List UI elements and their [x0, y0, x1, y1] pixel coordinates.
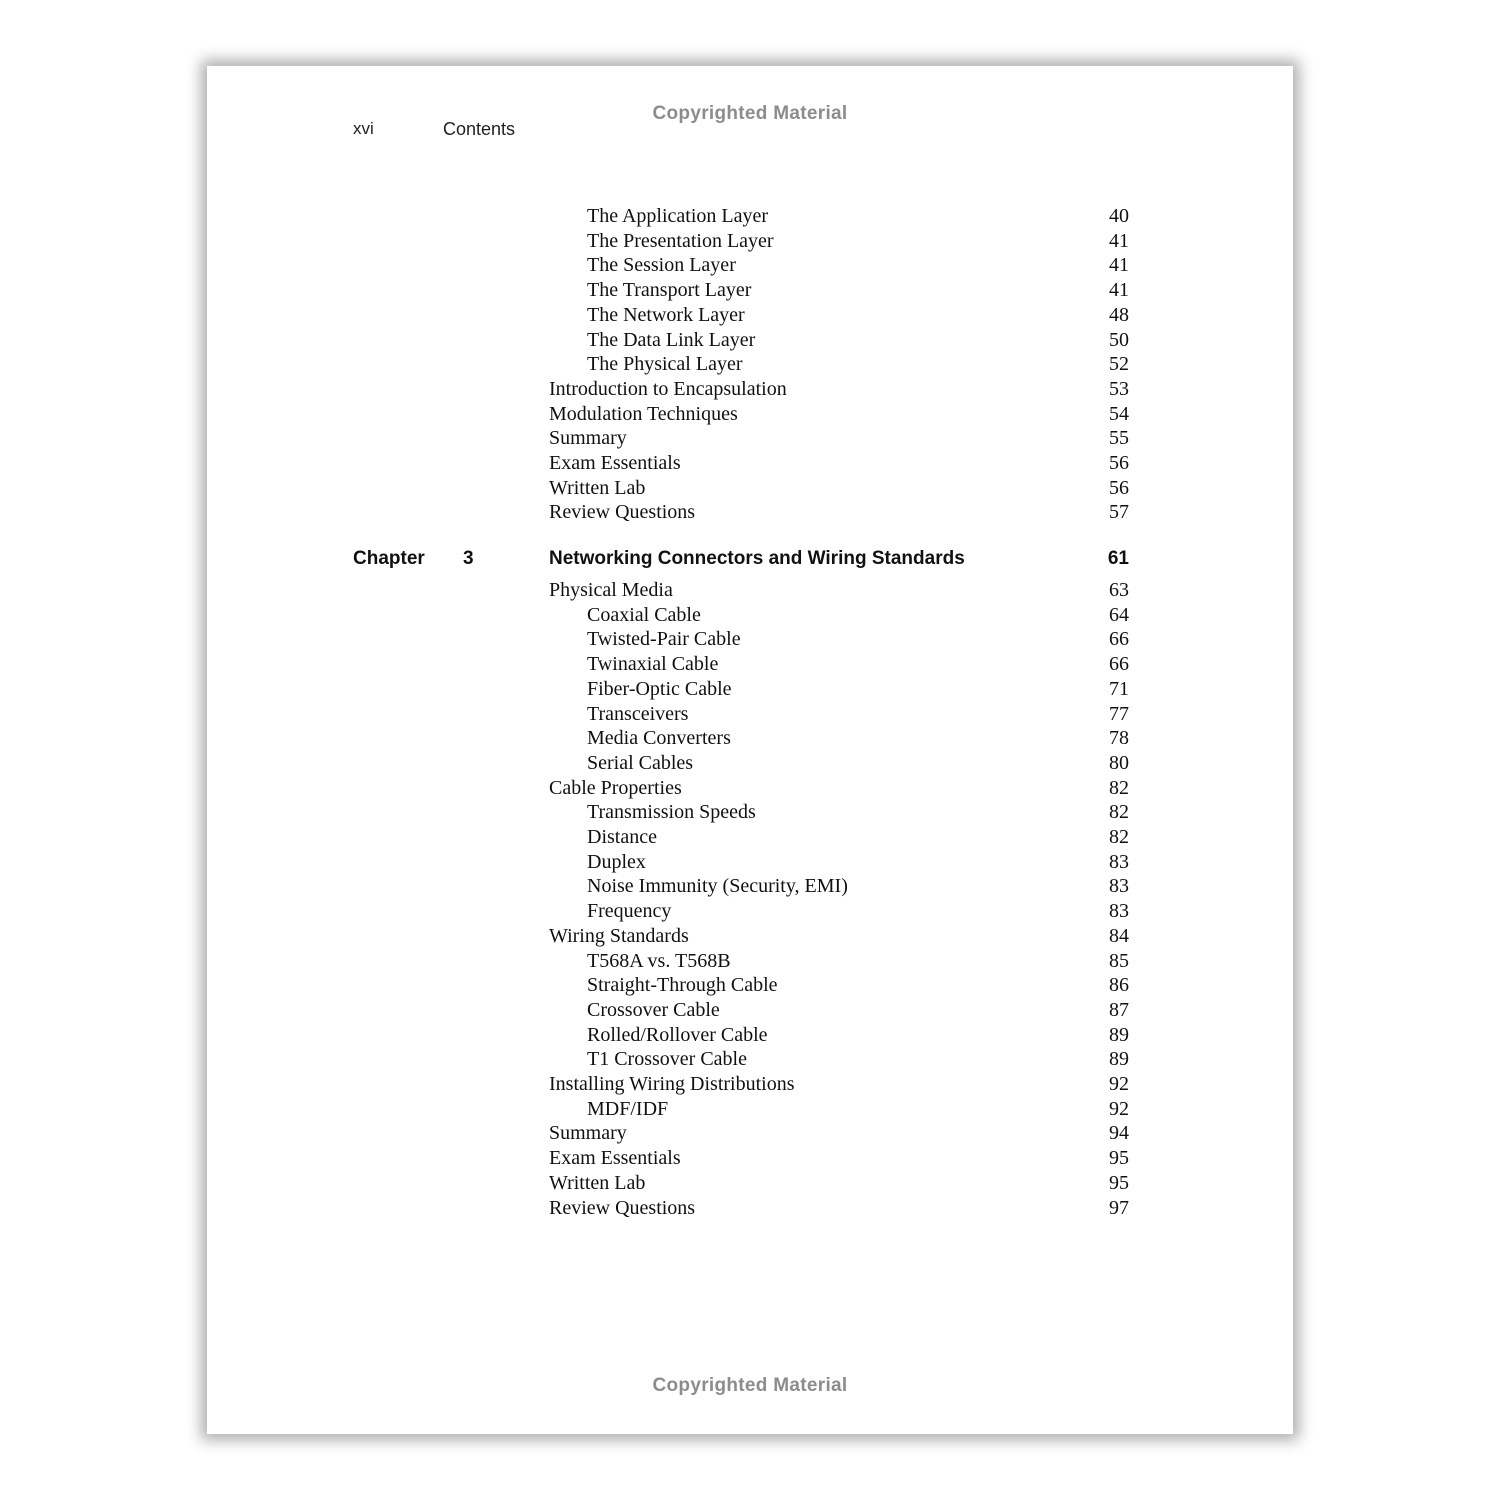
toc-entry-page-number: 52: [1109, 353, 1129, 376]
toc-entry: [207, 1097, 1293, 1122]
toc-entry-title: The Network Layer: [587, 303, 745, 326]
toc-entry-page-number: 95: [1109, 1147, 1129, 1170]
toc-entry-page-number: 80: [1109, 751, 1129, 774]
toc-entry-title: Serial Cables: [587, 751, 694, 774]
toc-entry: [207, 850, 1293, 875]
toc-entry-page-number: 56: [1109, 476, 1129, 499]
toc-entry-title: Media Converters: [587, 727, 731, 750]
toc-entry: [207, 402, 1293, 427]
toc-entry-page-number: 66: [1109, 653, 1129, 676]
toc-entry-page-number: 83: [1109, 850, 1129, 873]
toc-entry-page-number: 57: [1109, 501, 1129, 524]
toc-entry-page-number: 48: [1109, 303, 1129, 326]
toc-entry-title: Summary: [549, 427, 627, 450]
toc-entry: [207, 253, 1293, 278]
toc-entry: [207, 677, 1293, 702]
toc-entry: [207, 1023, 1293, 1048]
toc-entry-title: Straight-Through Cable: [587, 974, 778, 997]
toc-entry-title: Exam Essentials: [549, 452, 681, 474]
toc-entry-page-number: 50: [1109, 328, 1129, 351]
toc-entry: [207, 726, 1293, 751]
toc-entry: [207, 1072, 1293, 1097]
toc-entry-page-number: 82: [1109, 801, 1129, 824]
toc-entry: [207, 377, 1293, 402]
toc-entry-title: The Transport Layer: [587, 279, 752, 302]
toc-entry-page-number: 56: [1109, 452, 1129, 474]
toc-entry: [207, 603, 1293, 628]
toc-entry-page-number: 89: [1109, 1023, 1129, 1046]
table-of-contents: [207, 66, 1293, 1434]
toc-entry: [207, 500, 1293, 525]
toc-entry: [207, 949, 1293, 974]
toc-entry-page-number: 85: [1109, 949, 1129, 972]
copyright-watermark-bottom: Copyrighted Material: [652, 1375, 848, 1396]
toc-entry-title: T1 Crossover Cable: [587, 1048, 747, 1071]
toc-entry: [207, 229, 1293, 254]
toc-entry-page-number: 54: [1109, 402, 1129, 425]
toc-entry-title: Noise Immunity (Security, EMI): [587, 875, 848, 898]
toc-entry: [207, 204, 1293, 229]
toc-entry-page-number: 64: [1109, 603, 1129, 626]
toc-entry-title: Transmission Speeds: [587, 801, 756, 824]
toc-entry-page-number: 82: [1109, 826, 1129, 848]
toc-entry-title: Written Lab: [549, 476, 646, 499]
toc-entry: [207, 426, 1293, 451]
toc-entry-page-number: 55: [1109, 427, 1129, 450]
toc-entry-title: Summary: [549, 1122, 627, 1145]
toc-entry-title: The Session Layer: [587, 254, 736, 277]
copyright-watermark-top: Copyrighted Material: [652, 103, 848, 124]
toc-entry-page-number: 41: [1109, 279, 1129, 302]
toc-entry-page-number: 82: [1109, 776, 1129, 799]
toc-entry: [207, 578, 1293, 603]
toc-entry-title: Wiring Standards: [549, 924, 689, 947]
toc-entry-title: Cable Properties: [549, 776, 682, 799]
toc-entry-title: Coaxial Cable: [587, 603, 701, 626]
toc-entry: [207, 1196, 1293, 1221]
toc-entry-page-number: 41: [1109, 254, 1129, 277]
chapter-title: Networking Connectors and Wiring Standards: [549, 548, 965, 569]
toc-entry: [207, 476, 1293, 501]
toc-entry: [207, 1047, 1293, 1072]
chapter-number: 3: [463, 548, 474, 569]
toc-entry-page-number: 78: [1109, 727, 1129, 750]
toc-entry-page-number: 84: [1109, 924, 1129, 947]
toc-entry-title: Installing Wiring Distributions: [549, 1073, 795, 1095]
toc-entry: [207, 776, 1293, 801]
toc-entry: [207, 278, 1293, 303]
toc-entry: [207, 1121, 1293, 1146]
toc-entry: [207, 303, 1293, 328]
toc-entry: [207, 1171, 1293, 1196]
toc-entry-page-number: 83: [1109, 900, 1129, 923]
toc-entry: [207, 652, 1293, 677]
toc-entry: [207, 751, 1293, 776]
toc-entry: [207, 1146, 1293, 1171]
toc-entry: [207, 998, 1293, 1023]
toc-entry-title: Transceivers: [587, 702, 689, 725]
toc-entry-page-number: 92: [1109, 1073, 1129, 1095]
toc-entry-title: The Application Layer: [587, 205, 769, 227]
toc-entry-title: Review Questions: [549, 1196, 696, 1219]
toc-entry-page-number: 77: [1109, 702, 1129, 725]
toc-entry-title: Written Lab: [549, 1171, 646, 1194]
toc-entry-title: Crossover Cable: [587, 998, 720, 1021]
chapter-heading: [207, 545, 1293, 573]
toc-entry-title: Physical Media: [549, 579, 673, 601]
toc-entry-page-number: 40: [1109, 205, 1129, 227]
toc-entry: [207, 899, 1293, 924]
toc-entry: [207, 451, 1293, 476]
toc-entry-title: Review Questions: [549, 501, 696, 524]
toc-entry: [207, 800, 1293, 825]
toc-entry-page-number: 41: [1109, 229, 1129, 252]
toc-entry: [207, 973, 1293, 998]
toc-entry-page-number: 71: [1109, 677, 1129, 700]
chapter-page-number: 61: [1107, 548, 1129, 569]
toc-entry-title: Exam Essentials: [549, 1147, 681, 1170]
toc-entry-title: Introduction to Encapsulation: [549, 377, 787, 400]
toc-entry-page-number: 89: [1109, 1048, 1129, 1071]
toc-entry-page-number: 83: [1109, 875, 1129, 898]
toc-entry-title: Distance: [587, 826, 657, 848]
toc-entry-page-number: 86: [1109, 974, 1129, 997]
toc-entry: [207, 924, 1293, 949]
toc-entry-title: Fiber-Optic Cable: [587, 677, 732, 700]
toc-entry: [207, 352, 1293, 377]
toc-entry: [207, 328, 1293, 353]
toc-entry-page-number: 92: [1109, 1097, 1129, 1120]
page-folio: xvi: [353, 119, 374, 138]
toc-entry-title: T568A vs. T568B: [587, 949, 731, 972]
toc-entry-page-number: 95: [1109, 1171, 1129, 1194]
toc-entry-page-number: 87: [1109, 998, 1129, 1021]
toc-entry: [207, 874, 1293, 899]
toc-entry: [207, 702, 1293, 727]
toc-entry: [207, 627, 1293, 652]
toc-entry-title: The Presentation Layer: [587, 229, 774, 252]
toc-entry-page-number: 66: [1109, 628, 1129, 651]
toc-entry-title: The Physical Layer: [587, 353, 743, 376]
toc-entry-page-number: 97: [1109, 1196, 1129, 1219]
document-page: [207, 66, 1293, 1434]
toc-entry-title: Modulation Techniques: [549, 402, 738, 425]
toc-entry-title: Twisted-Pair Cable: [587, 628, 741, 651]
toc-entry-title: Rolled/Rollover Cable: [587, 1023, 768, 1046]
toc-entry-title: Twinaxial Cable: [587, 653, 719, 676]
chapter-label: Chapter: [353, 548, 425, 569]
running-head: Contents: [443, 119, 516, 139]
toc-entry-title: Frequency: [587, 900, 672, 923]
toc-entry-title: The Data Link Layer: [587, 328, 756, 351]
toc-entry-page-number: 63: [1109, 579, 1129, 601]
toc-entry-title: Duplex: [587, 850, 646, 873]
toc-entry: [207, 825, 1293, 850]
toc-entry-page-number: 53: [1109, 377, 1129, 400]
toc-entry-page-number: 94: [1109, 1122, 1129, 1145]
toc-entry-title: MDF/IDF: [587, 1097, 669, 1120]
